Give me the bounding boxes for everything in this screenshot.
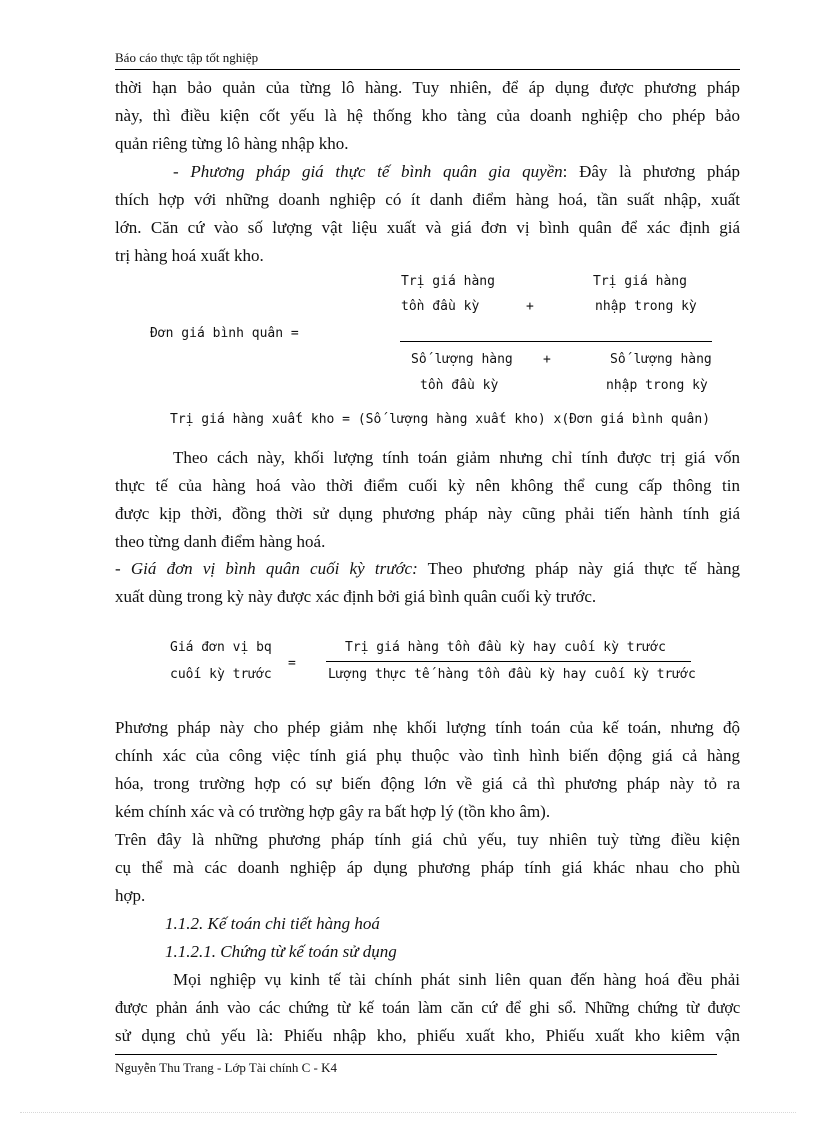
page-footer: Nguyễn Thu Trang - Lớp Tài chính C - K4	[115, 1060, 337, 1075]
denominator-plus: +	[543, 352, 551, 367]
text-line: thời hạn bảo quản của từng lô hàng. Tuy nhiên, để áp dụng được phương pháp	[115, 78, 740, 97]
paragraph-3	[115, 444, 740, 556]
subsection-heading: 1.1.2.1. Chứng từ kế toán sử dụng	[165, 942, 397, 961]
text-line: theo từng danh điểm hàng hoá.	[115, 532, 326, 551]
text-line: Phương pháp này cho phép giảm nhẹ khối lượng tính toán của kế toán, nhưng độ	[115, 718, 740, 737]
method-term: - Giá đơn vị bình quân cuối kỳ trước:	[115, 559, 418, 578]
paragraph-2	[115, 158, 740, 270]
text-line: chính xác của công việc tính giá phụ thuộc vào tình hình biến động giá cả hàng	[115, 746, 740, 765]
numerator-term-b-line1: Trị giá hàng	[593, 274, 687, 289]
denominator-term-a-line1: Số lượng hàng	[411, 352, 513, 367]
text-line: kém chính xác và có trường hợp gây ra bất hợp lý (tồn kho âm).	[115, 802, 551, 821]
text-line: thực tế của hàng hoá vào thời điểm cuối kỳ nên không thể cung cấp thông tin	[115, 476, 740, 495]
text-line: hợp.	[115, 886, 146, 905]
text-line: sử dụng chủ yếu là: Phiếu nhập kho, phiếu xuất kho, Phiếu xuất kho kiêm vận	[115, 1026, 740, 1045]
text-line: được phản ánh vào các chứng từ kế toán làm căn cứ để ghi sổ. Những chứng từ được	[115, 998, 740, 1017]
export-value-formula: Trị giá hàng xuất kho = (Số lượng hàng xuất kho) x(Đơn giá bình quân)	[170, 412, 711, 427]
denominator-term-a-line2: tồn đầu kỳ	[420, 378, 499, 393]
text-line: - Giá đơn vị bình quân cuối kỳ trước: Theo phương pháp này giá thực tế hàng	[115, 559, 740, 578]
page-header: Báo cáo thực tập tốt nghiệp	[115, 50, 740, 70]
footer-divider	[115, 1054, 717, 1055]
formula-label-line2: cuối kỳ trước	[170, 667, 272, 682]
text-line: được kịp thời, đồng thời sử dụng phương pháp này cũng phải tiến hành tính giá	[115, 504, 740, 523]
text-line: xuất dùng trong kỳ này được xác định bởi giá bình quân cuối kỳ trước.	[115, 587, 597, 606]
numerator-plus: +	[526, 299, 534, 314]
text-line: trị hàng hoá xuất kho.	[115, 246, 264, 265]
numerator-term-a-line1: Trị giá hàng	[401, 274, 495, 289]
paragraph-7	[115, 966, 740, 1050]
text-line: hóa, trong trường hợp có sự biến động lớn về giá cả thì phương pháp này tỏ ra	[115, 774, 740, 793]
numerator: Trị giá hàng tồn đầu kỳ hay cuối kỳ trước	[345, 640, 666, 655]
text-line: Trên đây là những phương pháp tính giá chủ yếu, tuy nhiên tuỳ từng điều kiện	[115, 830, 740, 849]
method-term: - Phương pháp giá thực tế bình quân gia quyền	[173, 162, 563, 181]
denominator-term-b-line1: Số lượng hàng	[610, 352, 712, 367]
paragraph-1	[115, 74, 740, 158]
paragraph-4	[115, 555, 740, 611]
text-line: quản riêng từng lô hàng nhập kho.	[115, 134, 349, 153]
formula-label: Đơn giá bình quân =	[150, 326, 299, 341]
numerator-term-a-line2: tồn đầu kỳ	[401, 299, 480, 314]
text-line: thích hợp với những doanh nghiệp có ít danh điểm hàng hoá, tần suất nhập, xuất	[115, 190, 740, 209]
text-line: cụ thể mà các doanh nghiệp áp dụng phương pháp tính giá khác nhau cho phù	[115, 858, 740, 877]
text-line: Mọi nghiệp vụ kinh tế tài chính phát sinh liên quan đến hàng hoá đều phải	[173, 970, 740, 989]
paragraph-5	[115, 714, 740, 826]
text-line: này, thì điều kiện cốt yếu là hệ thống kho tàng của doanh nghiệp cho phép bảo	[115, 106, 740, 125]
text-line: - Phương pháp giá thực tế bình quân gia quyền: Đây là phương pháp	[173, 162, 740, 181]
fraction-bar	[400, 341, 712, 342]
section-heading: 1.1.2. Kế toán chi tiết hàng hoá	[165, 914, 380, 933]
equals-sign: =	[288, 656, 296, 671]
page-bottom-edge	[20, 1112, 796, 1113]
numerator-term-b-line2: nhập trong kỳ	[595, 299, 697, 314]
paragraph-6	[115, 826, 740, 910]
text-line: lớn. Căn cứ vào số lượng vật liệu xuất và giá đơn vị bình quân để xác định giá	[115, 218, 740, 237]
formula-label-line1: Giá đơn vị bq	[170, 640, 272, 655]
denominator: Lượng thực tế hàng tồn đầu kỳ hay cuối kỳ trước	[328, 667, 696, 682]
denominator-term-b-line2: nhập trong kỳ	[606, 378, 708, 393]
text-line: Theo cách này, khối lượng tính toán giảm nhưng chỉ tính được trị giá vốn	[173, 448, 740, 467]
fraction-bar	[326, 661, 691, 662]
